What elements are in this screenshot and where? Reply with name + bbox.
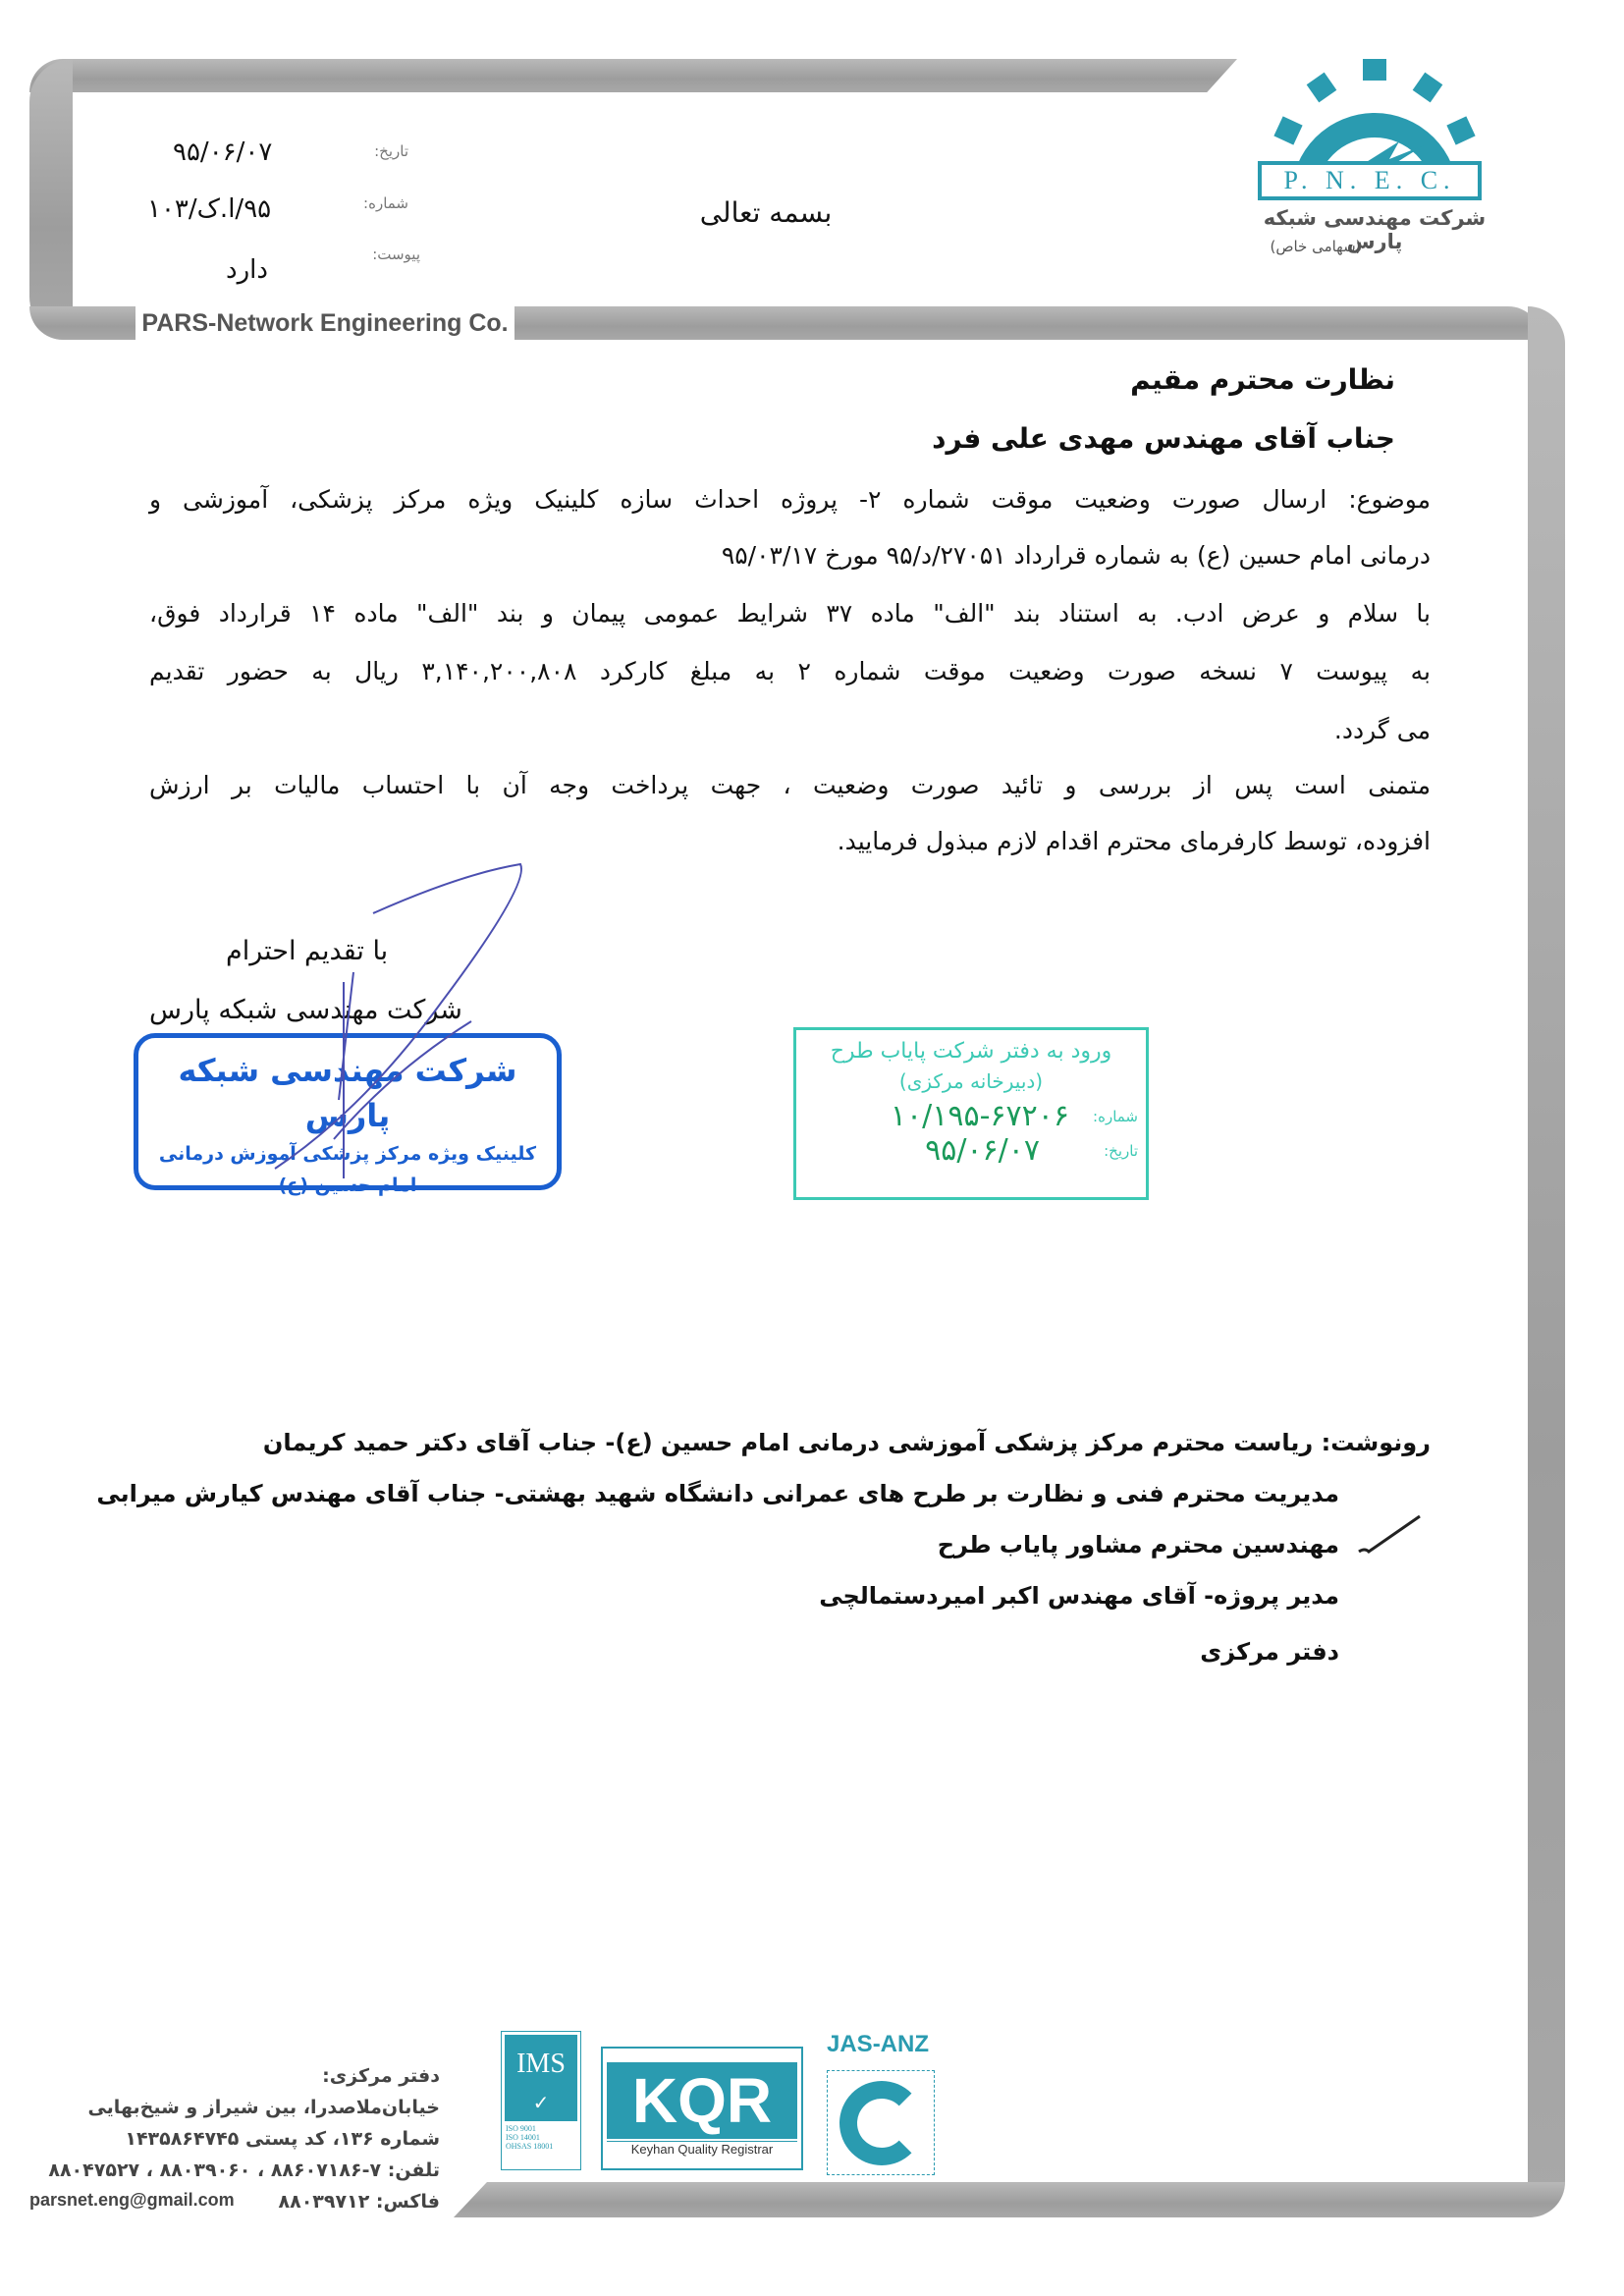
company-logo bbox=[1252, 59, 1497, 265]
cc-line-5: دفتر مرکزی bbox=[1200, 1638, 1339, 1666]
address-line-2: شماره ۱۳۶، کد پستی ۱۴۳۵۸۶۴۷۴۵ bbox=[125, 2128, 440, 2150]
ims-badge bbox=[505, 2035, 577, 2121]
frame-bottom-band bbox=[454, 2182, 1565, 2217]
logo-abbr: P. N. E. C. bbox=[1283, 166, 1456, 194]
address-line-1: خیابان‌ملاصدرا، بین شیراز و شیخ‌بهایی bbox=[87, 2097, 440, 2118]
cc-line-3: مهندسین محترم مشاور پایاب طرح bbox=[937, 1531, 1339, 1558]
kqr-text: KQR bbox=[607, 2062, 797, 2139]
signer-company: شرکت مهندسی شبکه پارس bbox=[149, 995, 462, 1025]
date-label: تاریخ: bbox=[374, 142, 408, 160]
kqr-cert-logo bbox=[601, 2047, 803, 2170]
handwritten-signature bbox=[245, 854, 540, 1178]
body-line-3: می گردد. bbox=[1333, 716, 1431, 744]
ims-standard-2: ISO 14001 bbox=[506, 2133, 540, 2142]
cc-line-2: مدیریت محترم فنی و نظارت بر طرح های عمرانی دانشگاه شهید بهشتی- جناب آقای مهندس کیارش میرابی bbox=[96, 1480, 1339, 1507]
receipt-stamp bbox=[793, 1027, 1149, 1200]
body-line-1: با سلام و عرض ادب. به استناد بند "الف" ماده ۳۷ شرایط عمومی پیمان و بند "الف" ماده ۱۴ قرارداد فوق، bbox=[149, 599, 1431, 628]
ims-cert-logo bbox=[501, 2031, 581, 2170]
invocation: بسمه تعالی bbox=[699, 196, 833, 229]
cc-line-4: مدیر پروژه- آقای مهندس اکبر امیردستمالچی bbox=[819, 1582, 1339, 1610]
jasanz-cert-logo bbox=[825, 2031, 947, 2178]
date-value: ۹۵/۰۶/۰۷ bbox=[173, 137, 273, 167]
frame-left-bar bbox=[29, 59, 73, 340]
body-line-5: افزوده، توسط کارفرمای محترم اقدام لازم مبذول فرمایید. bbox=[837, 827, 1431, 855]
c-mark-icon bbox=[839, 2081, 924, 2165]
subject-line-1: موضوع: ارسال صورت وضعیت موقت شماره ۲- پروژه احداث سازه کلینیک ویژه مرکز پزشکی، آموزشی و bbox=[149, 485, 1431, 514]
attachment-label: پیوست: bbox=[372, 246, 420, 263]
ims-text: IMS bbox=[516, 2049, 566, 2079]
recipient-title: نظارت محترم مقیم bbox=[1130, 363, 1395, 396]
checkmark-icon bbox=[1355, 1512, 1424, 1558]
receipt-number-value: ۱۰/۱۹۵-۶۷۲۰۶ bbox=[890, 1099, 1069, 1133]
jasanz-mark bbox=[827, 2070, 935, 2175]
receipt-number-label: شماره: bbox=[1093, 1107, 1138, 1125]
logo-type-fa: (سهامی خاص) bbox=[1270, 238, 1362, 255]
receipt-date-row bbox=[796, 1133, 1146, 1168]
body-line-4: متمنی است پس از بررسی و تائید صورت وضعیت ، جهت پرداخت وجه آن با احتساب مالیات بر ارزش bbox=[149, 771, 1431, 799]
company-stamp-line-1: شرکت مهندسی شبکه پارس bbox=[178, 1052, 517, 1134]
logo-abbr-box bbox=[1258, 161, 1482, 200]
recipient-name: جناب آقای مهندس مهدی علی فرد bbox=[932, 422, 1395, 455]
closing: با تقدیم احترام bbox=[226, 936, 389, 966]
jasanz-text: JAS-ANZ bbox=[827, 2031, 930, 2057]
receipt-number-row bbox=[796, 1099, 1146, 1133]
kqr-caption: Keyhan Quality Registrar bbox=[607, 2141, 797, 2157]
number-value: ۹۵/ا.ک/۱۰۳ bbox=[147, 194, 272, 224]
ims-standard-3: OHSAS 18001 bbox=[506, 2142, 554, 2151]
company-stamp-line-3: امام حسین (ع) bbox=[278, 1175, 417, 1196]
email-address: parsnet.eng@gmail.com bbox=[29, 2190, 235, 2210]
body-line-2: به پیوست ۷ نسخه صورت وضعیت موقت شماره ۲ به مبلغ کارکرد ۳,۱۴۰,۲۰۰,۸۰۸ ریال به حضور تقدیم bbox=[149, 657, 1431, 685]
company-stamp-line-2: کلینیک ویژه مرکز پزشکی آموزش درمانی bbox=[158, 1143, 537, 1165]
attachment-value: دارد bbox=[226, 255, 268, 285]
receipt-date-value: ۹۵/۰۶/۰۷ bbox=[925, 1133, 1040, 1168]
receipt-stamp-title: ورود به دفتر شرکت پایاب طرح bbox=[830, 1039, 1112, 1064]
cc-line-1: رونوشت: ریاست محترم مرکز پزشکی آموزشی درمانی امام حسین (ع)- جناب آقای دکتر حمید کریمان bbox=[262, 1429, 1431, 1456]
receipt-date-label: تاریخ: bbox=[1104, 1141, 1138, 1160]
fax-number: فاکس: ۸۸۰۳۹۷۱۲ bbox=[278, 2191, 440, 2213]
number-label: شماره: bbox=[363, 194, 408, 212]
frame-right-bar bbox=[1528, 306, 1565, 2217]
frame-top-band bbox=[29, 59, 1237, 92]
ims-standard-1: ISO 9001 bbox=[506, 2124, 536, 2133]
office-label: دفتر مرکزی: bbox=[322, 2065, 440, 2087]
check-icon: ✓ bbox=[532, 2093, 550, 2114]
phone-numbers: تلفن: ۷-۸۸۶۰۷۱۸۶ ، ۸۸۰۳۹۰۶۰ ، ۸۸۰۴۷۵۲۷ bbox=[48, 2159, 440, 2181]
company-name-english: PARS-Network Engineering Co. bbox=[135, 306, 514, 340]
logo-name-fa: شرکت مهندسی شبکه پارس bbox=[1263, 206, 1487, 253]
receipt-stamp-subtitle: (دبیرخانه مرکزی) bbox=[898, 1069, 1044, 1093]
subject-line-2: درمانی امام حسین (ع) به شماره قرارداد ۲۷۰۵۱/د/۹۵ مورخ ۹۵/۰۳/۱۷ bbox=[721, 541, 1431, 570]
